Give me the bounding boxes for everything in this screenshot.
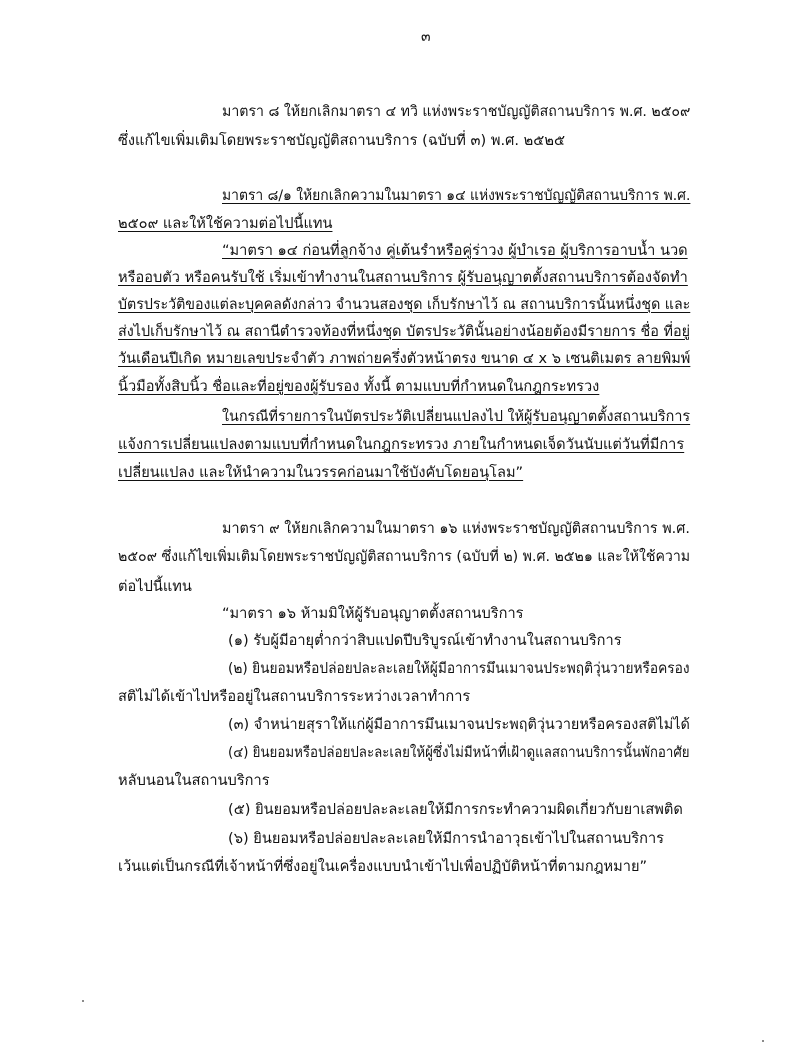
section-14-line-7: ในกรณีที่รายการในบัตรประวัติเปลี่ยนแปลงไป ให้ผู้รับอนุญาตตั้งสถานบริการ	[222, 408, 691, 425]
section-16-item-3: (๓) จำหน่ายสุราให้แก่ผู้มีอาการมึนเมาจนประพฤติวุ่นวายหรือครองสติไม่ได้	[228, 716, 690, 733]
section-14-line-2: หรืออบตัว หรือคนรับใช้ เริ่มเข้าทำงานในสถานบริการ ผู้รับอนุญาตตั้งสถานบริการต้องจัดทำ	[118, 269, 688, 286]
section-9-line-2: ๒๕๐๙ ซึ่งแก้ไขเพิ่มเติมโดยพระราชบัญญัติสถานบริการ (ฉบับที่ ๒) พ.ศ. ๒๕๒๑ และให้ใช้ความ	[118, 548, 691, 565]
section-16-item-2-line-2: สติไม่ได้เข้าไปหรืออยู่ในสถานบริการระหว่างเวลาทำการ	[118, 688, 471, 705]
section-14-line-5: วันเดือนปีเกิด หมายเลขประจำตัว ภาพถ่ายครึ่งตัวหน้าตรง ขนาด ๔ x ๖ เซนติเมตร ลายพิมพ์	[118, 350, 691, 367]
section-14-line-6: นิ้วมือทั้งสิบนิ้ว ชื่อและที่อยู่ของผู้รับรอง ทั้งนี้ ตามแบบที่กำหนดในกฎกระทรวง	[118, 378, 600, 395]
section-8-1-line-2: ๒๕๐๙ และให้ใช้ความต่อไปนี้แทน	[118, 215, 333, 232]
section-9-line-1: มาตรา ๙ ให้ยกเลิกความในมาตรา ๑๖ แห่งพระราชบัญญัติสถานบริการ พ.ศ.	[222, 520, 690, 537]
section-16-item-6-line-1: (๖) ยินยอมหรือปล่อยปละละเลยให้มีการนำอาวุธเข้าไปในสถานบริการ	[228, 830, 665, 847]
scan-speck	[762, 1040, 764, 1042]
scan-speck	[82, 1000, 84, 1002]
section-8-1-line-1: มาตรา ๘/๑ ให้ยกเลิกความในมาตรา ๑๔ แห่งพระราชบัญญัติสถานบริการ พ.ศ.	[222, 187, 691, 204]
section-14-line-1: “มาตรา ๑๔ ก่อนที่ลูกจ้าง คู่เต้นรำหรือคู่ร่าวง ผู้บำเรอ ผู้บริการอาบน้ำ นวด	[222, 242, 688, 259]
section-14-line-4: ส่งไปเก็บรักษาไว้ ณ สถานีตำรวจท้องที่หนึ่งชุด บัตรประวัตินั้นอย่างน้อยต้องมีรายการ ชื่อ ที่อยู่	[118, 323, 691, 340]
section-16-item-6-line-2: เว้นแต่เป็นกรณีที่เจ้าหน้าที่ซึ่งอยู่ในเครื่องแบบนำเข้าไปเพื่อปฏิบัติหน้าที่ตามกฎหมาย”	[118, 858, 648, 875]
page-number: ๓	[421, 29, 431, 45]
section-8-line-1: มาตรา ๘ ให้ยกเลิกมาตรา ๔ ทวิ แห่งพระราชบัญญัติสถานบริการ พ.ศ. ๒๕๐๙	[222, 103, 691, 120]
section-16-item-1: (๑) รับผู้มีอายุต่ำกว่าสิบแปดปีบริบูรณ์เข้าทำงานในสถานบริการ	[228, 632, 622, 649]
section-9-line-3: ต่อไปนี้แทน	[118, 578, 192, 595]
section-14-line-8: แจ้งการเปลี่ยนแปลงตามแบบที่กำหนดในกฎกระทรวง ภายในกำหนดเจ็ดวันนับแต่วันที่มีการ	[118, 436, 685, 453]
section-8-line-2: ซึ่งแก้ไขเพิ่มเติมโดยพระราชบัญญัติสถานบริการ (ฉบับที่ ๓) พ.ศ. ๒๕๒๕	[118, 132, 565, 149]
section-16-item-4-line-2: หลับนอนในสถานบริการ	[118, 772, 270, 789]
section-14-line-9: เปลี่ยนแปลง และให้นำความในวรรคก่อนมาใช้บังคับโดยอนุโลม”	[118, 464, 524, 481]
section-14-line-3: บัตรประวัติของแต่ละบุคคลดังกล่าว จำนวนสองชุด เก็บรักษาไว้ ณ สถานบริการนั้นหนึ่งชุด และ	[118, 296, 691, 313]
section-16-heading: “มาตรา ๑๖ ห้ามมิให้ผู้รับอนุญาตตั้งสถานบริการ	[222, 605, 524, 622]
section-16-item-5: (๕) ยินยอมหรือปล่อยปละละเลยให้มีการกระทำความผิดเกี่ยวกับยาเสพติด	[228, 801, 683, 818]
section-16-item-2-line-1: (๒) ยินยอมหรือปล่อยปละละเลยให้ผู้มีอาการมึนเมาจนประพฤติวุ่นวายหรือครอง	[228, 660, 690, 677]
section-16-item-4-line-1: (๔) ยินยอมหรือปล่อยปละละเลยให้ผู้ซึ่งไม่มีหน้าที่เฝ้าดูแลสถานบริการนั้นพักอาศัย	[228, 744, 690, 761]
